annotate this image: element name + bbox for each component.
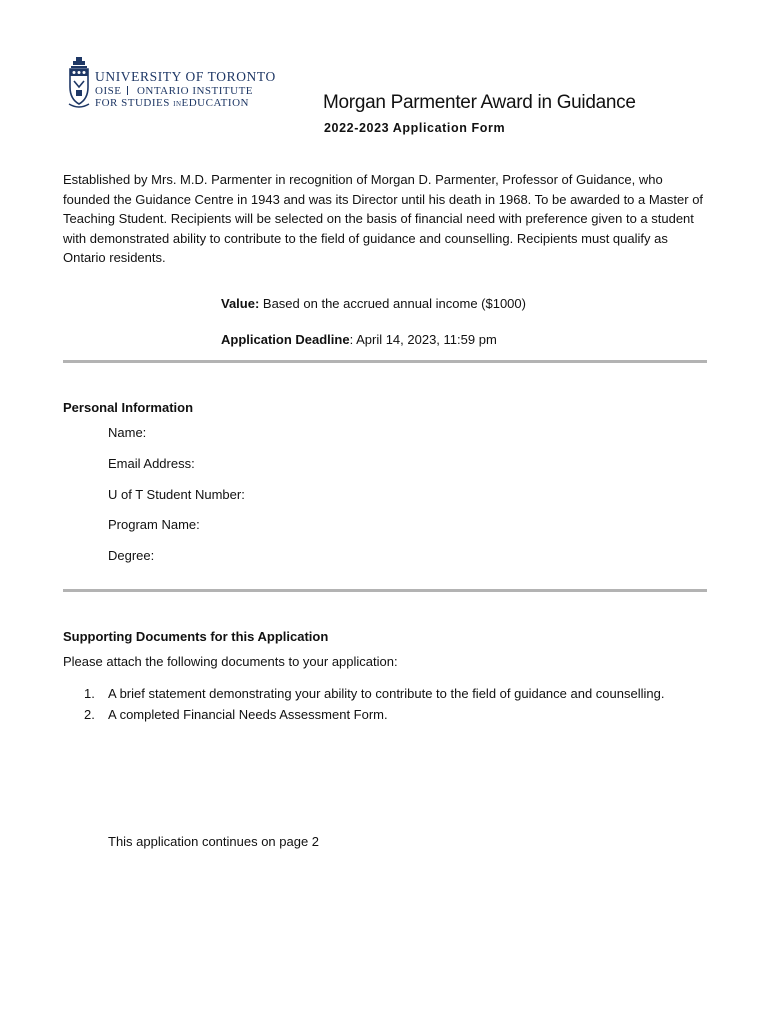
deadline-label: Application Deadline <box>221 332 350 347</box>
list-item-text: A completed Financial Needs Assessment Form. <box>108 707 388 722</box>
list-item-number: 1. <box>84 686 95 701</box>
logo-ontario-institute: ONTARIO INSTITUTE <box>136 85 254 97</box>
program-field-label: Program Name: <box>108 517 200 532</box>
deadline-text: : April 14, 2023, 11:59 pm <box>349 332 497 347</box>
section-divider <box>63 360 707 363</box>
application-deadline <box>221 332 497 347</box>
supporting-docs-instruction: Please attach the following documents to your application: <box>63 654 398 669</box>
value-text: Based on the accrued annual income ($1000) <box>259 296 526 311</box>
degree-field-label: Degree: <box>108 548 155 563</box>
documents-list <box>80 684 680 726</box>
award-value <box>221 296 526 311</box>
list-item-text: A brief statement demonstrating your ability to contribute to the field of guidance and counselling. <box>108 686 665 701</box>
page-title: Morgan Parmenter Award in Guidance <box>323 92 636 113</box>
list-item <box>80 705 680 725</box>
page-subtitle: 2022-2023 Application Form <box>324 121 506 135</box>
student-number-field-label: U of T Student Number: <box>108 487 245 502</box>
intro-paragraph: Established by Mrs. M.D. Parmenter in recognition of Morgan D. Parmenter, Professor of Guidance, who founded the Guidance Centre in 1943 and was its Director until his death in 1968. To be awarded to a Master of Teaching Student. Recipients will be selected on the basis of financial need with preference given to a student with demonstrated ability to contribute to the field of guidance and counselling. Recipients must qualify as Ontario residents. <box>63 172 704 265</box>
logo-oise: OISE <box>95 85 122 97</box>
logo-for-studies: FOR STUDIES <box>95 97 170 109</box>
personal-info-heading: Personal Information <box>63 400 194 415</box>
supporting-docs-heading: Supporting Documents for this Application <box>63 629 329 644</box>
logo-in: IN <box>173 100 182 108</box>
section-divider <box>63 589 707 592</box>
logo-university-name: UNIVERSITY OF TORONTO <box>95 69 276 84</box>
logo-line-2 <box>95 85 253 97</box>
crest-icon <box>68 57 90 109</box>
continues-note: This application continues on page 2 <box>108 834 320 849</box>
logo-divider <box>127 86 131 95</box>
list-item-number: 2. <box>84 707 95 722</box>
logo-education: EDUCATION <box>181 97 249 109</box>
value-label: Value: <box>221 296 260 311</box>
name-field-label: Name: <box>108 425 147 440</box>
uoft-oise-logo <box>68 57 298 113</box>
list-item <box>80 684 680 704</box>
email-field-label: Email Address: <box>108 456 195 471</box>
logo-line-3 <box>95 97 249 109</box>
